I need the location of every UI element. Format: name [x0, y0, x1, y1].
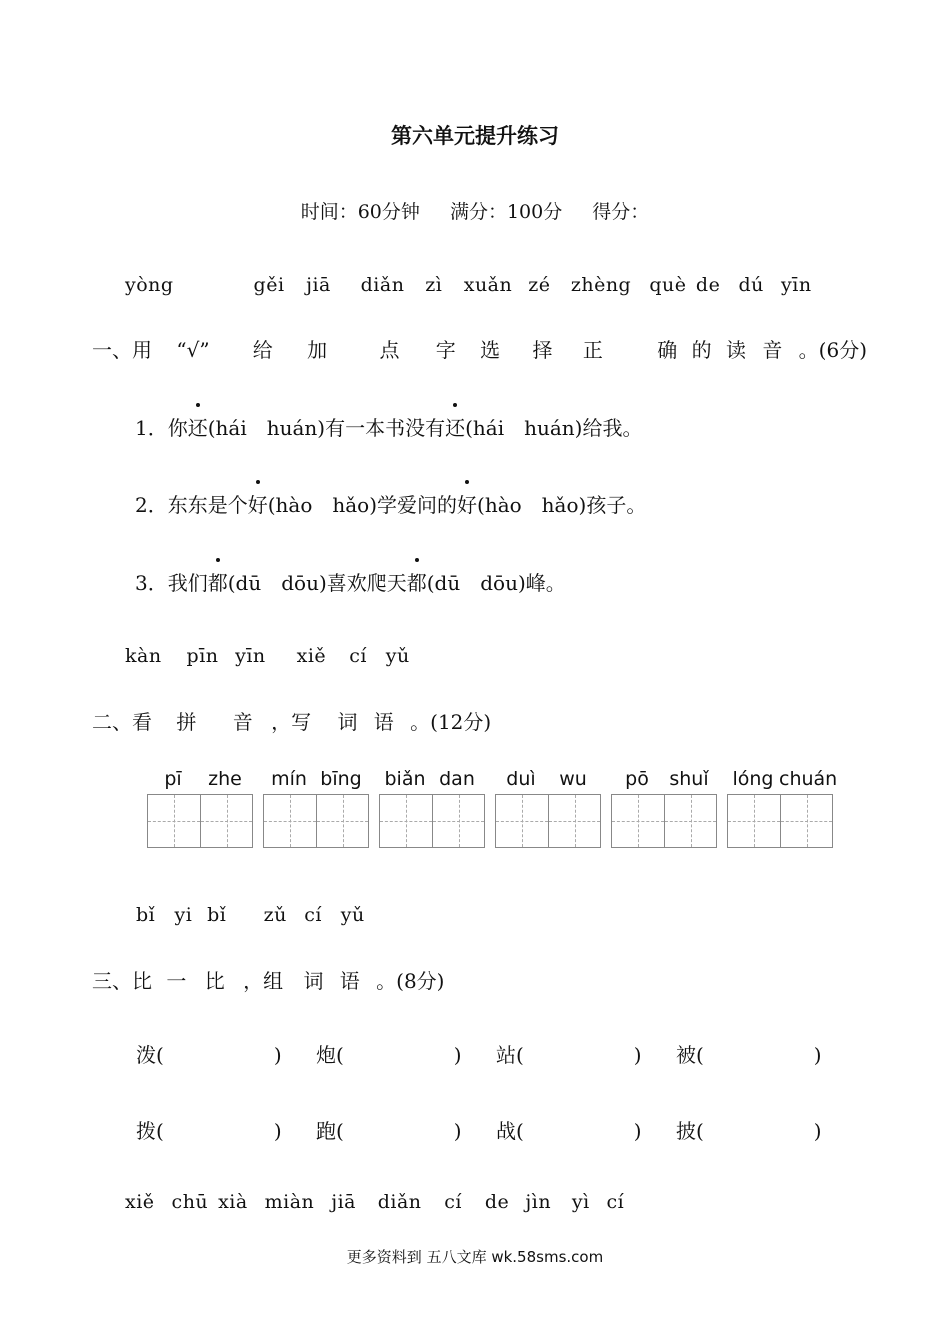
page-title: 第六单元提升练习	[391, 123, 559, 148]
dotted-char: 还	[188, 412, 208, 441]
word-grid-1: pī zhe	[147, 768, 253, 848]
writing-cell[interactable]	[664, 795, 716, 847]
writing-cell[interactable]	[316, 795, 368, 847]
reading-options[interactable]: (hái huán)	[207, 416, 326, 440]
reading-options[interactable]: (dū dōu)	[227, 571, 327, 595]
word-grid-3: biǎn dan	[379, 768, 485, 848]
question-1-3: 3．我们都(dū dōu)喜欢爬天都(dū dōu)峰。	[135, 567, 566, 596]
question-1-1: 1．你还(hái huán)有一本书没有还(hái huán)给我。	[135, 412, 642, 441]
reading-options[interactable]: (hào hǎo)	[477, 493, 587, 517]
word-grid-5: pō shuǐ	[611, 768, 717, 848]
writing-cell[interactable]	[264, 795, 316, 847]
dotted-char: 都	[407, 567, 427, 596]
score-field: 得分：	[592, 201, 650, 223]
section1-pinyin: yòng gěi jiā diǎn zì xuǎn zé zhèng què de dú yīn	[125, 274, 812, 296]
writing-cell[interactable]	[728, 795, 780, 847]
writing-cell[interactable]	[496, 795, 548, 847]
word-grid-4: duì wu	[495, 768, 601, 848]
compare-row-1: 泼( ) 炮( ) 站( ) 被( )	[136, 1043, 822, 1067]
dotted-char: 还	[445, 412, 465, 441]
section3-heading: 三、比 一 比 ，组 词 语 。(8分)	[92, 969, 445, 993]
section4-pinyin: xiě chū xià miàn jiā diǎn cí de jìn yì cí	[125, 1191, 625, 1213]
word-grid-2: mín bīng	[263, 768, 369, 848]
writing-cell[interactable]	[432, 795, 484, 847]
writing-cell[interactable]	[612, 795, 664, 847]
dotted-char: 好	[457, 489, 477, 518]
dotted-char: 都	[208, 567, 228, 596]
compare-row-2: 拨( ) 跑( ) 战( ) 披( )	[136, 1119, 822, 1143]
section1-heading: 一、用 “√” 给 加 点 字 选 择 正 确 的 读 音 。(6分)	[92, 338, 868, 362]
writing-cell[interactable]	[380, 795, 432, 847]
reading-options[interactable]: (hái huán)	[465, 416, 583, 440]
writing-cell[interactable]	[780, 795, 832, 847]
writing-cell[interactable]	[148, 795, 200, 847]
section3-pinyin: bǐ yi bǐ zǔ cí yǔ	[136, 904, 365, 926]
footer-watermark: 更多资料到 五八文库 wk.58sms.com	[346, 1248, 604, 1266]
dotted-char: 好	[248, 489, 268, 518]
word-grid-6: lóng chuán	[727, 768, 833, 848]
reading-options[interactable]: (hào hǎo)	[267, 493, 378, 517]
reading-options[interactable]: (dū dōu)	[426, 571, 526, 595]
exam-meta	[0, 197, 950, 224]
writing-cell[interactable]	[200, 795, 252, 847]
writing-cell[interactable]	[548, 795, 600, 847]
section2-pinyin: kàn pīn yīn xiě cí yǔ	[125, 645, 410, 667]
section2-heading: 二、看 拼 音 ，写 词 语 。(12分)	[92, 710, 492, 734]
time-limit: 时间：60分钟	[300, 201, 420, 223]
question-1-2: 2．东东是个好(hào hǎo)学爱问的好(hào hǎo)孩子。	[135, 489, 646, 518]
full-score: 满分：100分	[449, 201, 563, 223]
